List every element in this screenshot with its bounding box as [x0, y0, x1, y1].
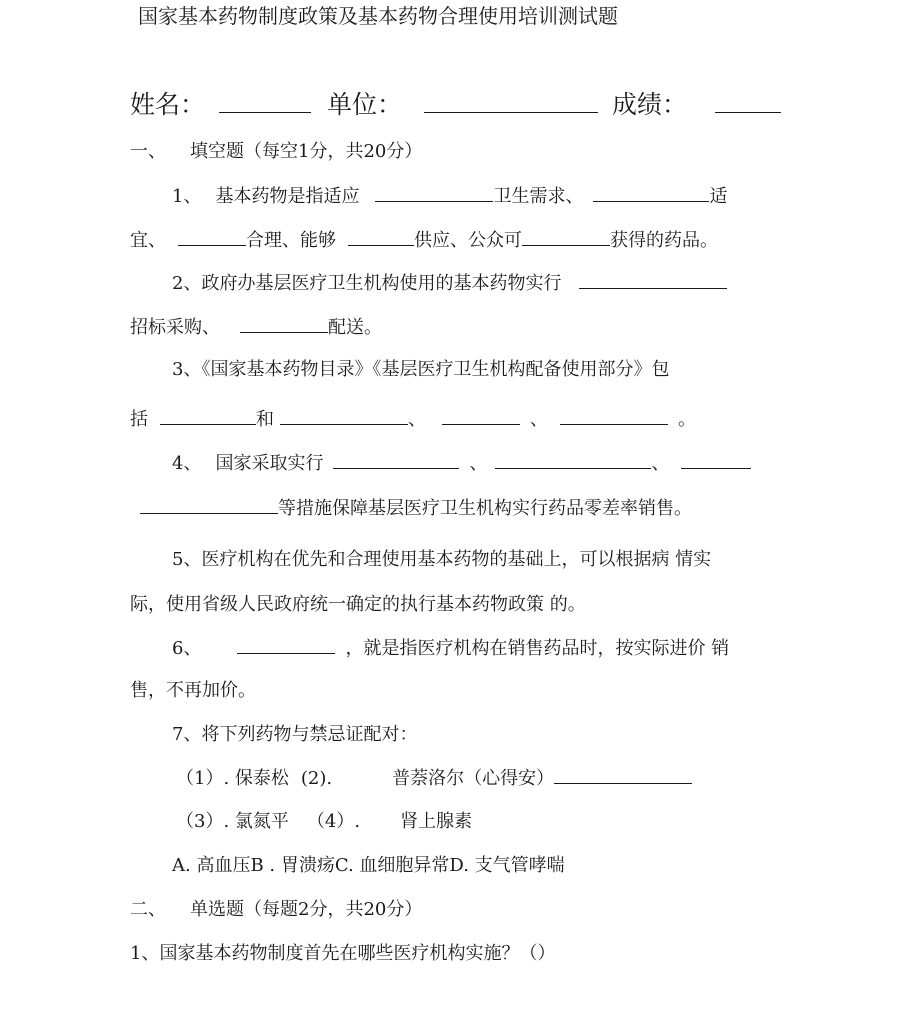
q5-line2	[130, 594, 586, 616]
q6-text-b: 售，不再加价。	[130, 680, 256, 701]
q1-blank-3	[178, 229, 246, 246]
q7-options	[172, 855, 565, 877]
q7-item-1: （1）. 保泰松	[176, 768, 289, 789]
q3-blank-4	[560, 408, 668, 425]
q1-number: 1、	[172, 186, 202, 207]
q4-text-d: 等措施保障基层医疗卫生机构实行药品零差率销售。	[278, 498, 692, 519]
q7-item-2: (2).	[300, 768, 333, 789]
q2-blank-2	[240, 316, 328, 333]
name-label: 姓名：	[130, 90, 206, 119]
q6-line2	[130, 680, 256, 702]
q6-text-a: ，就是指医疗机构在销售药品时，按实际进价 销	[345, 638, 730, 659]
q1-line2	[130, 229, 718, 252]
q3-text-d: 、	[408, 409, 426, 430]
q4-blank-2	[495, 452, 651, 469]
q1-blank-4	[348, 229, 414, 246]
q7-line1	[172, 724, 417, 746]
q1-text-e: 合理、能够	[246, 230, 336, 251]
q3-text-b: 括	[130, 409, 148, 430]
q4-text-a: 国家采取实行	[215, 453, 324, 474]
score-label: 成绩：	[612, 90, 688, 119]
q2-blank-1	[579, 272, 727, 289]
q7-item-4: （4）.	[306, 811, 361, 832]
q3-line2	[130, 408, 696, 431]
q4-line2	[140, 497, 692, 520]
q4-number: 4、	[172, 453, 202, 474]
section2-number: 二、	[130, 899, 166, 920]
q7-options-text: A. 高血压B . 胃溃疡C. 血细胞异常D. 支气管哮喘	[172, 855, 565, 876]
q3-blank-3	[442, 408, 520, 425]
q6-line1	[172, 637, 729, 660]
q7-line2	[176, 767, 692, 790]
q1-line1	[172, 185, 727, 208]
score-blank	[715, 92, 781, 113]
q1-text-c: 适	[709, 186, 728, 207]
q3-text-e: 、	[530, 409, 548, 430]
q4-blank-1	[333, 452, 459, 469]
q5-line1	[172, 549, 711, 571]
page-title: 国家基本药物制度政策及基本药物合理使用培训测试题	[138, 4, 618, 28]
q3-blank-1	[160, 408, 256, 425]
q3-text-a: 3、《国家基本药物目录》《基层医疗卫生机构配备使用部分》包	[172, 359, 670, 380]
mc1-question	[130, 943, 555, 965]
info-header	[130, 90, 781, 120]
unit-blank	[424, 92, 598, 113]
q4-blank-3	[681, 452, 751, 469]
section1-heading	[130, 141, 422, 163]
name-blank	[219, 92, 311, 113]
q3-text-f: 。	[678, 409, 696, 430]
q1-blank-1	[375, 185, 493, 202]
q6-number: 6、	[172, 638, 202, 659]
q4-text-c: 、	[651, 453, 670, 474]
section2-title: 单选题（每题2分，共20分）	[190, 899, 423, 920]
q5-text-a: 5、医疗机构在优先和合理使用基本药物的基础上，可以根据病 情实	[172, 549, 712, 570]
q2-line1	[172, 272, 727, 295]
q7-item-3: （3）. 氯氮平	[176, 811, 289, 832]
section1-number: 一、	[130, 141, 166, 162]
q7-line3	[176, 811, 472, 833]
unit-label: 单位：	[327, 90, 403, 119]
q4-blank-4	[140, 497, 278, 514]
q7-text-a: 7、将下列药物与禁忌证配对：	[172, 724, 418, 745]
q7-item-2-name: 普萘洛尔（心得安）	[392, 768, 555, 789]
q2-line2	[130, 316, 382, 339]
q4-text-b: 、	[469, 453, 488, 474]
section2-heading	[130, 899, 422, 921]
q4-line1	[172, 452, 751, 475]
q2-text-c: 配送。	[328, 317, 382, 338]
q3-text-c: 和	[256, 409, 274, 430]
q1-text-d: 宜、	[130, 230, 166, 251]
q1-text-a: 基本药物是指适应	[215, 186, 360, 207]
mc1-text: 1、国家基本药物制度首先在哪些医疗机构实施？（）	[130, 943, 556, 964]
q2-text-a: 2、政府办基层医疗卫生机构使用的基本药物实行	[172, 273, 562, 294]
q2-text-b: 招标采购、	[130, 317, 220, 338]
q6-blank-1	[237, 637, 335, 654]
q1-blank-2	[593, 185, 709, 202]
q1-blank-5	[522, 229, 610, 246]
section1-title: 填空题（每空1分，共20分）	[190, 141, 423, 162]
q5-text-b: 际，使用省级人民政府统一确定的执行基本药物政策 的。	[130, 594, 586, 615]
q1-text-g: 获得的药品。	[610, 230, 718, 251]
q7-blank-1	[554, 767, 692, 784]
q1-text-f: 供应、公众可	[414, 230, 522, 251]
q3-blank-2	[280, 408, 408, 425]
q1-text-b: 卫生需求、	[493, 186, 584, 207]
q3-line1	[172, 359, 669, 381]
q7-item-4-name: 肾上腺素	[400, 811, 473, 832]
